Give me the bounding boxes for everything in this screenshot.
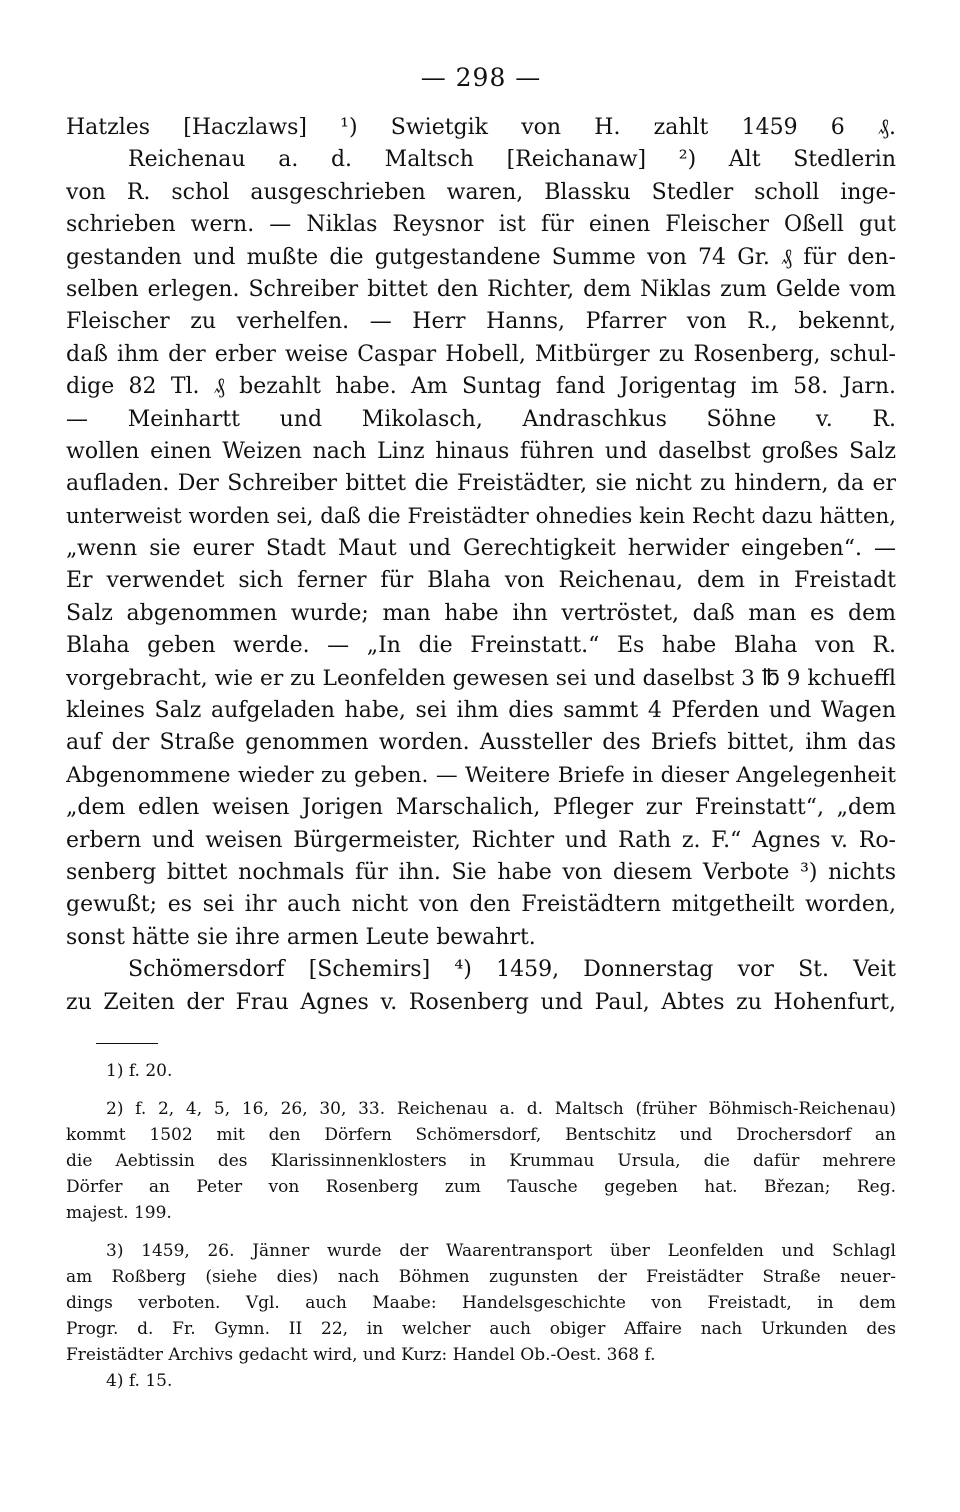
text-line: „wenn sie eurer Stadt Maut und Gerechtigkeit herwider eingeben“. — [66,536,896,562]
text-line: vorgebracht, wie er zu Leonfelden gewesen sei und daselbst 3 ℔ 9 kchueffl [66,665,896,691]
text-line: Abgenommene wieder zu geben. — Weitere Briefe in dieser Angelegenheit [66,762,896,788]
text-line: dige 82 Tl. ₰ bezahlt habe. Am Suntag fand Jorigentag im 58. Jarn. [66,374,896,400]
text-line: gewußt; es sei ihr auch nicht von den Freistädtern mitgetheilt worden, [66,892,896,918]
text-line: selben erlegen. Schreiber bittet den Richter, dem Niklas zum Gelde vom [66,276,896,302]
footnote-line: 2) f. 2, 4, 5, 16, 26, 30, 33. Reichenau a. d. Maltsch (früher Böhmisch-Reichenau) [106,1098,896,1119]
text-line: kleines Salz aufgeladen habe, sei ihm dies sammt 4 Pferden und Wagen [66,698,896,724]
body-text [66,112,896,1019]
footnote-divider [96,1043,158,1044]
page-number: — 298 — [420,63,542,92]
footnote-line: Dörfer an Peter von Rosenberg zum Tausche gegeben hat. Březan; Reg. [66,1176,896,1197]
text-line: von R. schol ausgeschrieben waren, Blassku Stedler scholl inge- [66,179,896,205]
text-line: Schömersdorf [Schemirs] ⁴) 1459, Donnerstag vor St. Veit [128,957,896,983]
text-line: senberg bittet nochmals für ihn. Sie habe von diesem Verbote ³) nichts [66,859,896,885]
footnote-2 [66,1096,896,1226]
text-line: Blaha geben werde. — „In die Freinstatt.“ Es habe Blaha von R. [66,633,896,659]
text-line: unterweist worden sei, daß die Freistädter ohnedies kein Recht dazu hätten, [66,503,896,529]
footnote-line: 1) f. 20. [106,1060,173,1081]
text-line: sonst hätte sie ihre armen Leute bewahrt. [66,924,536,950]
footnote-line: dings verboten. Vgl. auch Maabe: Handelsgeschichte von Freistadt, in dem [66,1292,896,1313]
footnotes [66,1058,896,1394]
footnote-line: am Roßberg (siehe dies) nach Böhmen zugunsten der Freistädter Straße neuer- [66,1266,896,1287]
text-line: Reichenau a. d. Maltsch [Reichanaw] ²) Alt Stedlerin [128,147,896,173]
text-line: auf der Straße genommen worden. Aussteller des Briefs bittet, ihm das [66,730,896,756]
footnote-3 [66,1238,896,1368]
footnote-line: die Aebtissin des Klarissinnenklosters in Krummau Ursula, die dafür mehrere [66,1150,896,1171]
text-line: „dem edlen weisen Jorigen Marschalich, Pfleger zur Freinstatt“, „dem [66,795,896,821]
text-line: Fleischer zu verhelfen. — Herr Hanns, Pfarrer von R., bekennt, [66,309,896,335]
text-line: — Meinhartt und Mikolasch, Andraschkus Söhne v. R. [66,406,896,432]
footnote-1 [66,1058,896,1084]
footnote-line: kommt 1502 mit den Dörfern Schömersdorf, Bentschitz und Drochersdorf an [66,1124,896,1145]
text-line: daß ihm der erber weise Caspar Hobell, Mitbürger zu Rosenberg, schul- [66,341,896,367]
text-line: gestanden und mußte die gutgestandene Summe von 74 Gr. ₰ für den- [66,244,896,270]
text-line: schrieben wern. — Niklas Reysnor ist für einen Fleischer Oßell gut [66,212,896,238]
footnote-line: Progr. d. Fr. Gymn. II 22, in welcher auch obiger Affaire nach Urkunden des [66,1318,896,1339]
document-page [66,58,896,1478]
footnote-line: Freistädter Archivs gedacht wird, und Kurz: Handel Ob.-Oest. 368 f. [66,1344,656,1365]
footnote-line: majest. 199. [66,1202,172,1223]
footnote-4 [66,1368,896,1394]
footnote-line: 3) 1459, 26. Jänner wurde der Waarentransport über Leonfelden und Schlagl [106,1240,896,1261]
text-line: erbern und weisen Bürgermeister, Richter und Rath z. F.“ Agnes v. Ro- [66,827,896,853]
text-line: zu Zeiten der Frau Agnes v. Rosenberg und Paul, Abtes zu Hohenfurt, [66,989,896,1015]
text-line: aufladen. Der Schreiber bittet die Freistädter, sie nicht zu hindern, da er [66,471,896,497]
footnote-line: 4) f. 15. [106,1370,173,1391]
text-line: wollen einen Weizen nach Linz hinaus führen und daselbst großes Salz [66,438,896,464]
text-line: Er verwendet sich ferner für Blaha von Reichenau, dem in Freistadt [66,568,896,594]
text-line: Hatzles [Haczlaws] ¹) Swietgik von H. zahlt 1459 6 ₰. [66,115,896,140]
text-line: Salz abgenommen wurde; man habe ihn vertröstet, daß man es dem [66,600,896,626]
